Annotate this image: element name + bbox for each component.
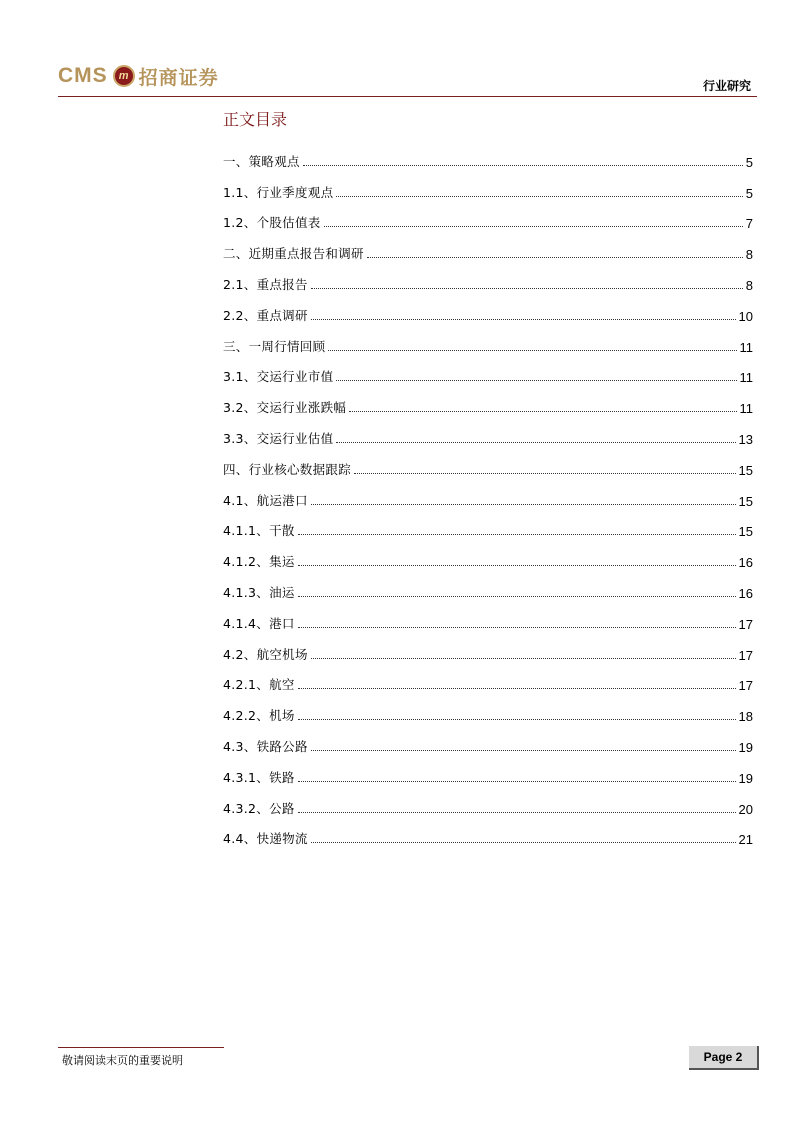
toc-dot-leader bbox=[336, 442, 735, 443]
toc-entry-page[interactable]: 10 bbox=[738, 308, 753, 324]
toc-entry-page[interactable]: 16 bbox=[738, 555, 753, 571]
toc-entry[interactable] bbox=[223, 786, 753, 817]
toc-entry[interactable] bbox=[223, 632, 753, 663]
toc-entry-label[interactable]: 4.1.4、港口 bbox=[223, 615, 295, 631]
toc-entry[interactable] bbox=[223, 478, 753, 509]
toc-dot-leader bbox=[298, 781, 736, 782]
toc-entry-label[interactable]: 四、行业核心数据跟踪 bbox=[223, 461, 352, 477]
toc-entry-label[interactable]: 4.2、航空机场 bbox=[223, 646, 308, 662]
toc-entry-page[interactable]: 11 bbox=[739, 401, 753, 417]
toc-entry-page[interactable]: 15 bbox=[738, 524, 753, 540]
toc-entry-label[interactable]: 4.1.3、油运 bbox=[223, 584, 295, 600]
toc-entry-label[interactable]: 4.1.2、集运 bbox=[223, 554, 295, 570]
footer-divider bbox=[58, 1047, 224, 1048]
toc-entry[interactable] bbox=[223, 601, 753, 632]
toc-entry-page[interactable]: 16 bbox=[738, 585, 753, 601]
toc-dot-leader bbox=[311, 504, 736, 505]
toc-entry-page[interactable]: 15 bbox=[738, 493, 753, 509]
toc-dot-leader bbox=[349, 411, 736, 412]
toc-dot-leader bbox=[311, 319, 736, 320]
toc-entry[interactable] bbox=[223, 817, 753, 848]
toc-entry-page[interactable]: 20 bbox=[738, 801, 753, 817]
toc-entry[interactable] bbox=[223, 139, 753, 170]
toc-entry-page[interactable]: 11 bbox=[739, 370, 753, 386]
toc-entry-label[interactable]: 三、一周行情回顾 bbox=[223, 338, 326, 354]
report-category: 行业研究 bbox=[702, 79, 751, 93]
toc-entry-label[interactable]: 二、近期重点报告和调研 bbox=[223, 246, 364, 262]
toc-dot-leader bbox=[367, 257, 743, 258]
toc-dot-leader bbox=[298, 596, 736, 597]
toc-dot-leader bbox=[311, 842, 736, 843]
toc-entry-page[interactable]: 18 bbox=[738, 709, 753, 725]
toc-entry[interactable] bbox=[223, 355, 753, 386]
toc-entry[interactable] bbox=[223, 170, 753, 201]
toc-entry-label[interactable]: 1.2、个股估值表 bbox=[223, 215, 321, 231]
toc-entry-label[interactable]: 4.3.2、公路 bbox=[223, 800, 295, 816]
toc-entry[interactable] bbox=[223, 663, 753, 694]
toc-dot-leader bbox=[311, 288, 743, 289]
toc-entry-label[interactable]: 3.2、交运行业涨跌幅 bbox=[223, 400, 347, 416]
toc-entry-label[interactable]: 4.4、快递物流 bbox=[223, 831, 308, 847]
toc-entry-label[interactable]: 4.2.1、航空 bbox=[223, 677, 295, 693]
toc-dot-leader bbox=[298, 688, 736, 689]
toc-entry-page[interactable]: 17 bbox=[738, 647, 753, 663]
company-logo bbox=[58, 60, 219, 92]
toc-entry[interactable] bbox=[223, 755, 753, 786]
page-number-badge: Page 2 bbox=[689, 1046, 759, 1070]
toc-entry-page[interactable]: 19 bbox=[738, 739, 753, 755]
toc-dot-leader bbox=[303, 165, 743, 166]
toc-dot-leader bbox=[336, 196, 742, 197]
toc-dot-leader bbox=[311, 658, 736, 659]
toc-entry[interactable] bbox=[223, 293, 753, 324]
toc-entry[interactable] bbox=[223, 324, 753, 355]
toc-dot-leader bbox=[298, 565, 736, 566]
logo-badge-icon: m bbox=[113, 65, 135, 87]
toc-entry-page[interactable]: 8 bbox=[745, 277, 753, 293]
toc-entry-page[interactable]: 5 bbox=[745, 154, 753, 170]
toc-entry[interactable] bbox=[223, 262, 753, 293]
toc-entry-page[interactable]: 7 bbox=[745, 216, 753, 232]
toc-dot-leader bbox=[328, 350, 736, 351]
toc-entry-page[interactable]: 13 bbox=[738, 431, 753, 447]
disclaimer-note: 敬请阅读末页的重要说明 bbox=[62, 1054, 183, 1067]
toc-entry[interactable] bbox=[223, 724, 753, 755]
toc-entry-page[interactable]: 21 bbox=[738, 832, 753, 848]
toc-dot-leader bbox=[298, 534, 736, 535]
toc-dot-leader bbox=[324, 226, 743, 227]
toc-entry[interactable] bbox=[223, 447, 753, 478]
toc-entry-label[interactable]: 3.1、交运行业市值 bbox=[223, 369, 334, 385]
toc-entry-page[interactable]: 5 bbox=[745, 185, 753, 201]
toc-entry-page[interactable]: 8 bbox=[745, 247, 753, 263]
toc-dot-leader bbox=[298, 719, 736, 720]
toc-entry-label[interactable]: 4.3、铁路公路 bbox=[223, 738, 308, 754]
toc-entry[interactable] bbox=[223, 539, 753, 570]
logo-chinese-text: 招商证券 bbox=[138, 66, 219, 89]
toc-entry[interactable] bbox=[223, 693, 753, 724]
toc-entry-page[interactable]: 17 bbox=[738, 616, 753, 632]
toc-entry-label[interactable]: 一、策略观点 bbox=[223, 153, 300, 169]
toc-dot-leader bbox=[298, 627, 736, 628]
toc-entry[interactable] bbox=[223, 385, 753, 416]
toc-entry-label[interactable]: 4.1.1、干散 bbox=[223, 523, 295, 539]
toc-entry[interactable] bbox=[223, 570, 753, 601]
toc-entry-page[interactable]: 19 bbox=[738, 770, 753, 786]
logo-latin-text: CMS bbox=[58, 64, 108, 87]
toc-entry-page[interactable]: 15 bbox=[738, 462, 753, 478]
toc-entry-page[interactable]: 17 bbox=[738, 678, 753, 694]
toc-entry-label[interactable]: 3.3、交运行业估值 bbox=[223, 430, 334, 446]
toc-entry[interactable] bbox=[223, 509, 753, 540]
toc-title: 正文目录 bbox=[223, 110, 288, 129]
toc-entry[interactable] bbox=[223, 416, 753, 447]
toc-entry-label[interactable]: 4.2.2、机场 bbox=[223, 708, 295, 724]
toc-dot-leader bbox=[298, 812, 736, 813]
toc-entry[interactable] bbox=[223, 201, 753, 232]
toc-entry-label[interactable]: 4.1、航运港口 bbox=[223, 492, 308, 508]
toc-entry-label[interactable]: 2.1、重点报告 bbox=[223, 276, 308, 292]
toc-dot-leader bbox=[311, 750, 736, 751]
toc-dot-leader bbox=[354, 473, 736, 474]
header-divider bbox=[58, 96, 757, 97]
toc-entry-label[interactable]: 1.1、行业季度观点 bbox=[223, 184, 334, 200]
toc-dot-leader bbox=[336, 380, 736, 381]
toc-entry-label[interactable]: 4.3.1、铁路 bbox=[223, 769, 295, 785]
toc-entry-label[interactable]: 2.2、重点调研 bbox=[223, 307, 308, 323]
toc-entry[interactable] bbox=[223, 231, 753, 262]
table-of-contents bbox=[223, 139, 753, 847]
toc-entry-page[interactable]: 11 bbox=[739, 339, 753, 355]
